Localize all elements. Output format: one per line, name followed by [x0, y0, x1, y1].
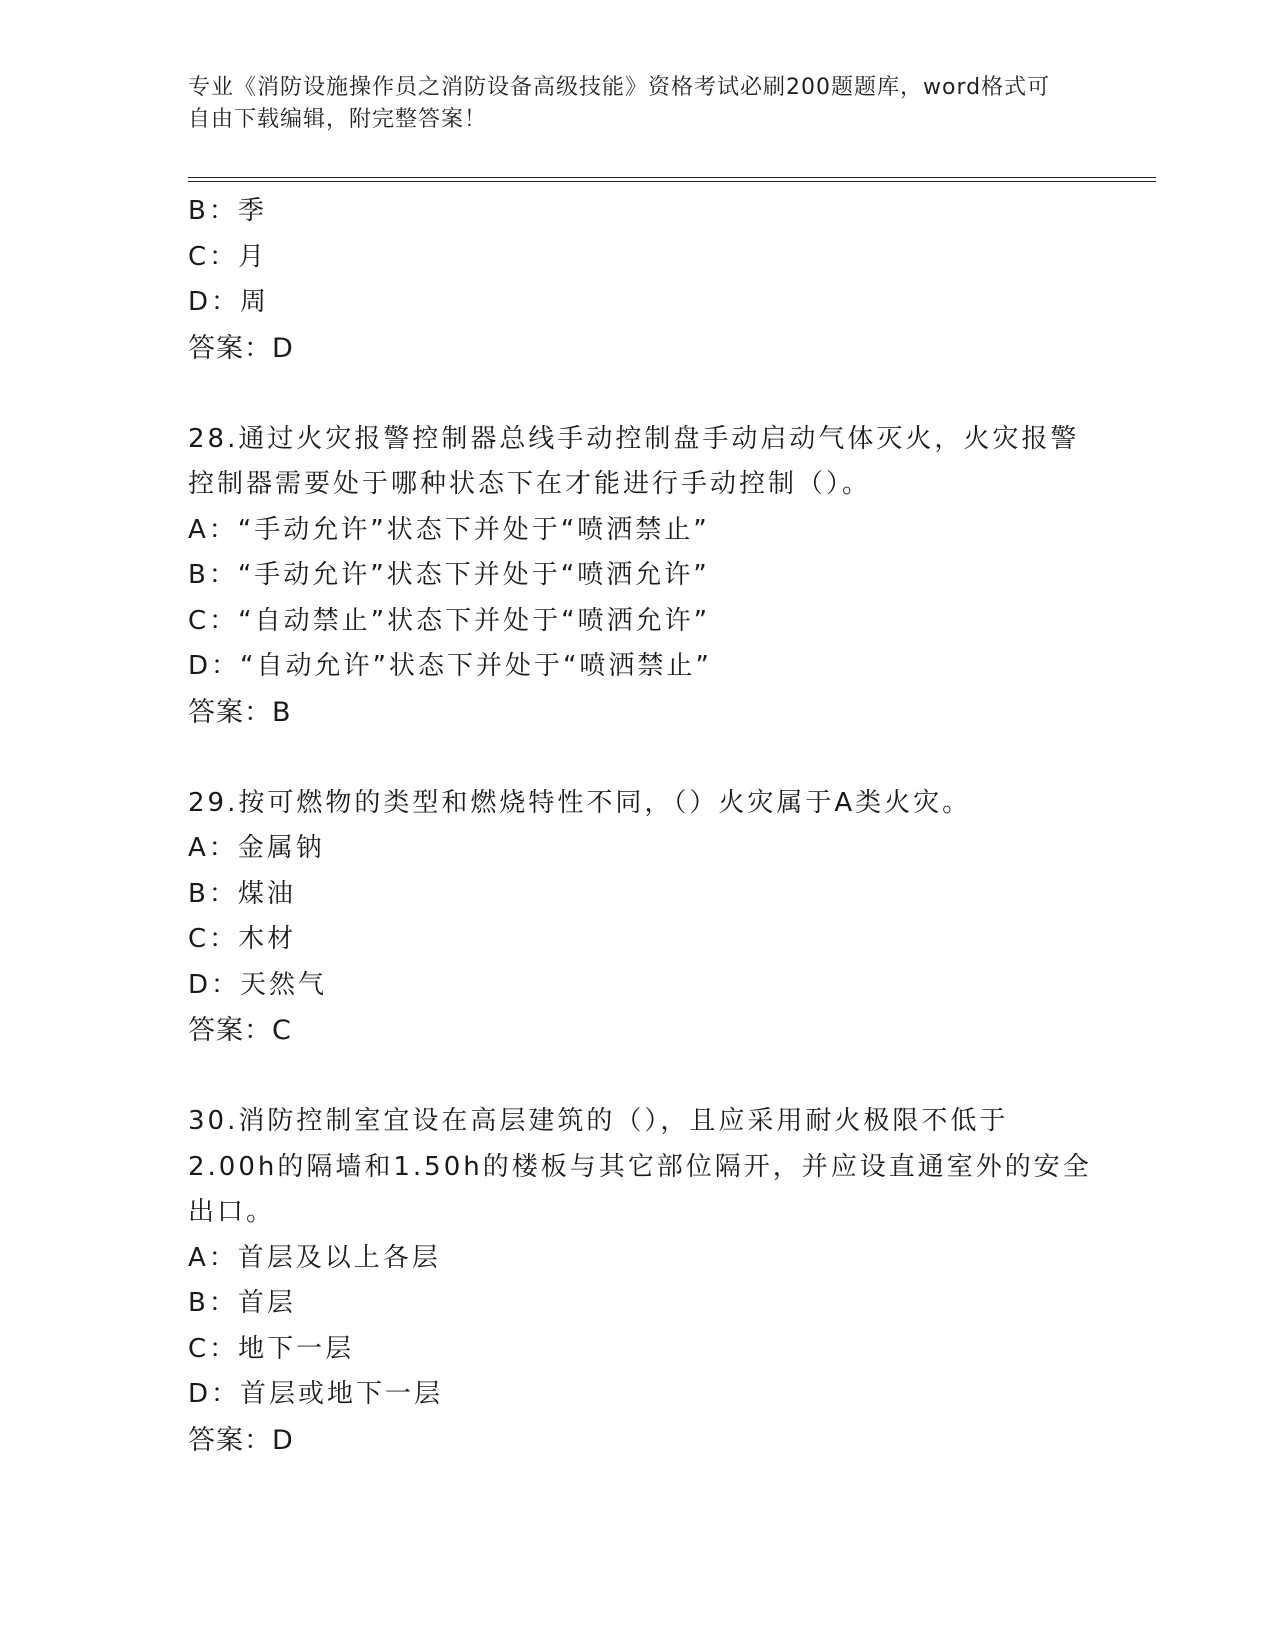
question-stem: 出口。	[188, 1197, 276, 1227]
question-stem: 28.通过火灾报警控制器总线手动控制盘手动启动气体灭火，火灾报警	[188, 423, 1080, 454]
option-c: C：月	[188, 241, 268, 272]
option-b: B：煤油	[188, 878, 296, 909]
question-stem: 29.按可燃物的类型和燃烧特性不同，（）火灾属于A类火灾。	[188, 787, 972, 818]
option-d: D：“自动允许”状态下并处于“喷洒禁止”	[188, 651, 712, 681]
question-29	[188, 781, 1088, 1054]
option-c: C：“自动禁止”状态下并处于“喷洒允许”	[188, 605, 711, 636]
option-d: D：天然气	[188, 969, 328, 1000]
option-c: C：木材	[188, 924, 297, 954]
option-d: D：首层或地下一层	[188, 1379, 444, 1409]
option-a: A：首层及以上各层	[188, 1242, 441, 1273]
question-28	[188, 417, 1088, 736]
option-b: B：“手动允许”状态下并处于“喷洒允许”	[188, 560, 710, 590]
question-stem: 2.00h的隔墙和1.50h的楼板与其它部位隔开，并应设直通室外的安全	[188, 1151, 1092, 1182]
answer-line: 答案：D	[188, 332, 294, 364]
answer-line: 答案：B	[188, 696, 292, 728]
option-a: A：“手动允许”状态下并处于“喷洒禁止”	[188, 514, 710, 545]
option-c: C：地下一层	[188, 1333, 355, 1364]
option-b: B：季	[188, 196, 267, 226]
page-header: 专业《消防设施操作员之消防设备高级技能》资格考试必刷200题题库，word格式可自由下载编辑，附完整答案！	[188, 75, 1051, 132]
question-content	[188, 189, 1092, 1463]
option-d: D：周	[188, 287, 270, 317]
answer-line: 答案：D	[188, 1424, 294, 1456]
question-stem: 控制器需要处于哪种状态下在才能进行手动控制（）。	[188, 469, 872, 499]
option-a: A：金属钠	[188, 833, 325, 863]
question-30	[188, 1099, 1092, 1463]
previous-question-tail	[188, 189, 1088, 371]
answer-line: 答案：C	[188, 1015, 292, 1046]
option-b: B：首层	[188, 1288, 296, 1318]
header-divider	[188, 177, 1156, 182]
question-stem: 30.消防控制室宜设在高层建筑的（），且应采用耐火极限不低于	[188, 1106, 1009, 1136]
